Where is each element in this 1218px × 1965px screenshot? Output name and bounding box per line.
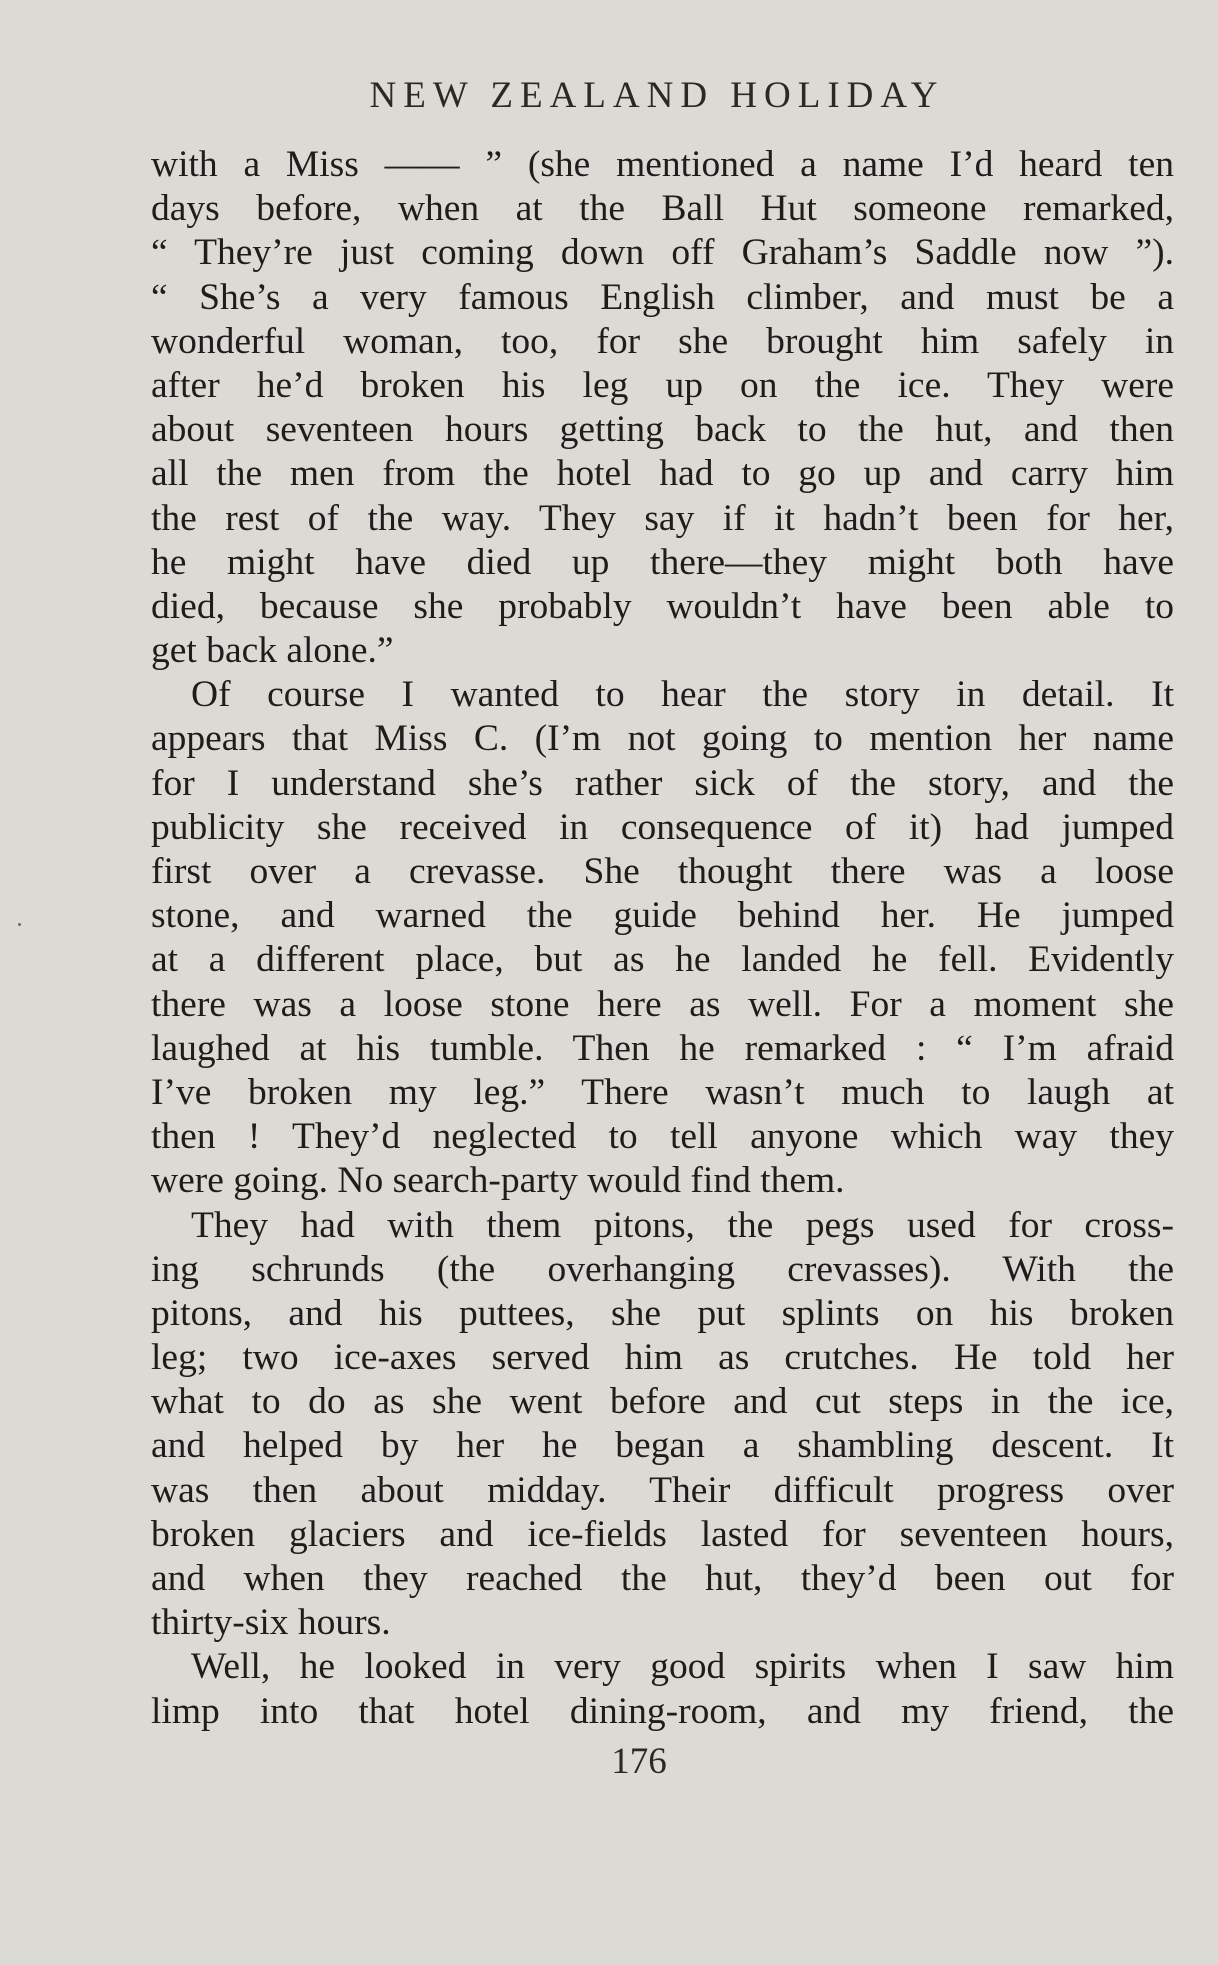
text-line: after he’d broken his leg up on the ice. They were: [151, 364, 1174, 406]
text-line: for I understand she’s rather sick of the story, and the: [151, 762, 1174, 804]
text-line: was then about midday. Their difficult progress over: [151, 1469, 1174, 1511]
text-line: at a different place, but as he landed he fell. Evidently: [151, 939, 1174, 981]
text-line: ing schrunds (the overhanging crevasses). With the: [151, 1248, 1174, 1290]
text-line: with a Miss —— ” (she mentioned a name I’d heard ten: [151, 144, 1174, 185]
text-line: “ She’s a very famous English climber, and must be a: [151, 276, 1174, 318]
text-line: Well, he looked in very good spirits when I saw him: [191, 1646, 1174, 1688]
text-line: “ They’re just coming down off Graham’s Saddle now ”).: [151, 232, 1174, 274]
text-line: get back alone.”: [151, 630, 394, 672]
text-line: thirty-six hours.: [151, 1602, 391, 1644]
text-line: They had with them pitons, the pegs used for cross-: [191, 1204, 1174, 1246]
text-line: and when they reached the hut, they’d been out for: [151, 1558, 1174, 1599]
running-head: NEW ZEALAND HOLIDAY: [369, 75, 945, 116]
text-line: I’ve broken my leg.” There wasn’t much to laugh at: [151, 1071, 1174, 1113]
text-line: died, because she probably wouldn’t have been able to: [151, 585, 1174, 627]
text-line: publicity she received in consequence of it) had jumped: [151, 806, 1174, 848]
text-line: pitons, and his puttees, she put splints on his broken: [151, 1292, 1174, 1334]
text-line: leg; two ice-axes served him as crutches. He told her: [151, 1337, 1174, 1379]
text-line: Of course I wanted to hear the story in detail. It: [191, 674, 1174, 716]
text-line: then ! They’d neglected to tell anyone which way they: [151, 1116, 1174, 1158]
text-line: what to do as she went before and cut steps in the ice,: [151, 1381, 1174, 1423]
text-line: broken glaciers and ice-fields lasted for seventeen hours,: [151, 1513, 1174, 1555]
text-line: all the men from the hotel had to go up and carry him: [151, 453, 1174, 495]
paragraph: [151, 1204, 1174, 1646]
text-line: first over a crevasse. She thought there was a loose: [151, 851, 1174, 892]
paragraph: [151, 673, 1174, 1203]
text-line: about seventeen hours getting back to the hut, and then: [151, 409, 1174, 451]
text-line: limp into that hotel dining-room, and my friend, the: [151, 1690, 1174, 1732]
paragraph: [151, 143, 1174, 673]
margin-speck: [18, 923, 21, 926]
text-line: he might have died up there—they might both have: [151, 541, 1174, 583]
text-line: there was a loose stone here as well. For a moment she: [151, 983, 1174, 1025]
text-line: days before, when at the Ball Hut someone remarked,: [151, 188, 1174, 230]
text-line: appears that Miss C. (I’m not going to mention her name: [151, 718, 1174, 760]
page-number: 176: [611, 1741, 667, 1782]
body-text: [151, 143, 1174, 1734]
text-line: laughed at his tumble. Then he remarked : “ I’m afraid: [151, 1027, 1174, 1069]
paragraph: [151, 1645, 1174, 1733]
text-line: were going. No search-party would find them.: [151, 1160, 845, 1202]
text-line: and helped by her he began a shambling descent. It: [151, 1425, 1174, 1467]
text-line: wonderful woman, too, for she brought him safely in: [151, 320, 1174, 362]
text-line: stone, and warned the guide behind her. He jumped: [151, 895, 1174, 937]
text-line: the rest of the way. They say if it hadn’t been for her,: [151, 497, 1174, 539]
